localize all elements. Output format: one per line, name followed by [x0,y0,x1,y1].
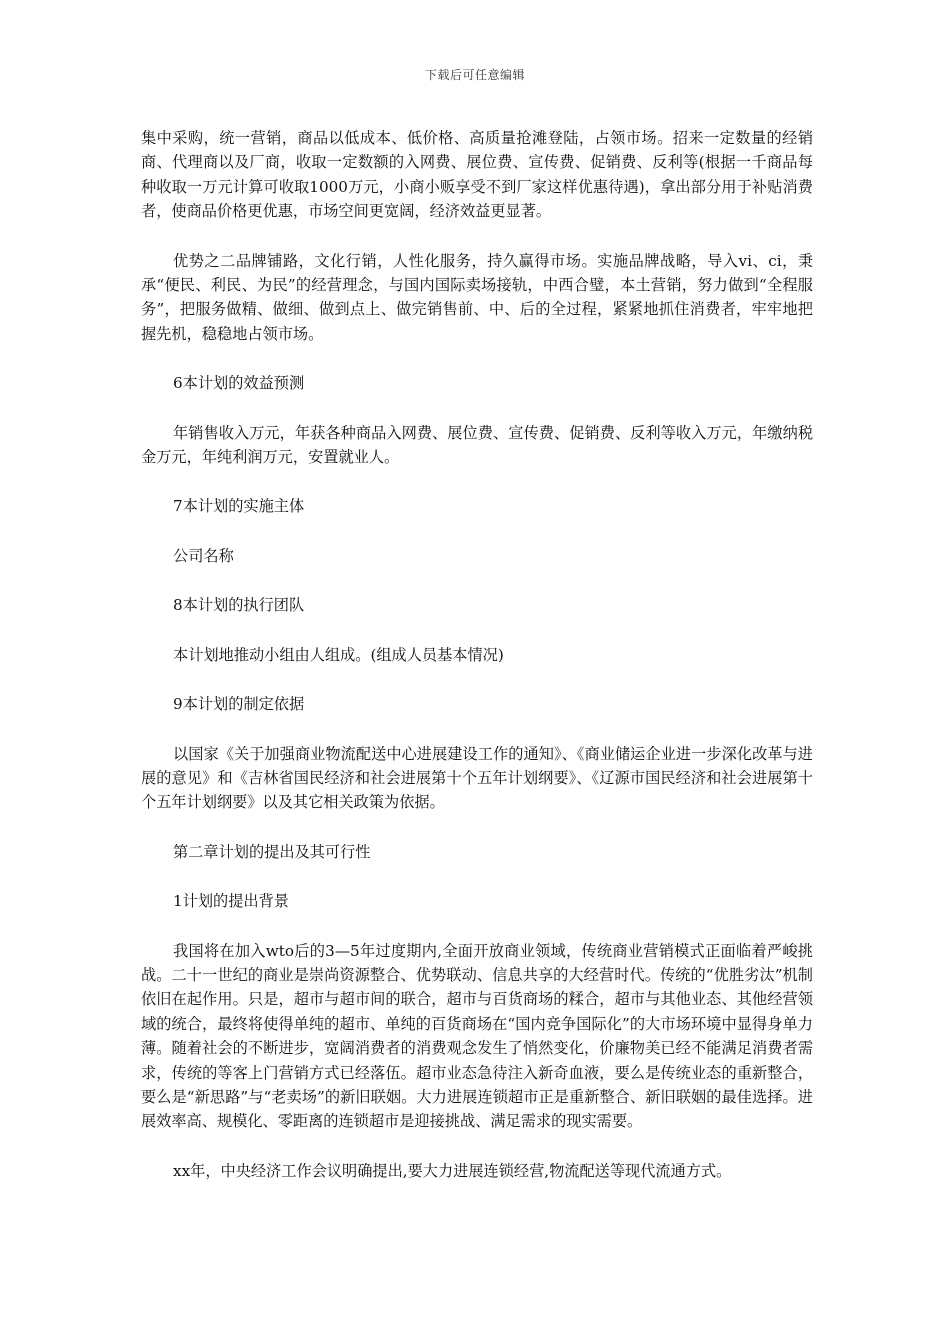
paragraph-team-composition: 本计划地推动小组由人组成。(组成人员基本情况) [173,645,504,664]
paragraph-policy-basis: 以国家《关于加强商业物流配送中心进展建设工作的通知》、《商业储运企业进一步深化改革与进展的意见》和《吉林省国民经济和社会进展第十个五年计划纲要》、《辽源市国民经济和社会进展第十个五年计划纲要》以及其它相关政策为依据。 [141,744,813,812]
section-heading-benefit-forecast: 6本计划的效益预测 [173,374,305,393]
paragraph-company-name: 公司名称 [173,546,234,565]
section-heading-basis: 9本计划的制定依据 [173,695,305,714]
section-heading-background: 1计划的提出背景 [173,892,289,911]
paragraph-revenue: 年销售收入万元，年获各种商品入网费、展位费、宣传费、促销费、反利等收入万元，年缴纳税金万元，年纯利润万元，安置就业人。 [141,423,813,467]
paragraph-background: 我国将在加入wto后的3—5年过度期内,全面开放商业领域，传统商业营销模式正面临着严峻挑战。二十一世纪的商业是崇尚资源整合、优势联动、信息共享的大经营时代。传统的“优胜劣汰”机制依旧在起作用。只是，超市与超市间的联合，超市与百货商场的糅合，超市与其他业态、其他经营领域的统合，最终将使得单纯的超市、单纯的百货商场在“国内竞争国际化”的大市场环境中显得身单力薄。随着社会的不断进步，宽阔消费者的消费观念发生了悄然变化，价廉物美已经不能满足消费者需求，传统的等客上门营销方式已经落伍。超市业态急待注入新奇血液，要么是传统业态的重新整合，要么是“新思路”与“老卖场”的新旧联姻。大力进展连锁超市正是重新整合、新旧联姻的最佳选择。进展效率高、规模化、零距离的连锁超市是迎接挑战、满足需求的现实需要。 [141,941,813,1131]
paragraph-brand-advantage: 优势之二品牌铺路，文化行销，人性化服务，持久赢得市场。实施品牌战略，导入vi、ci，秉承“便民、利民、为民”的经营理念，与国内国际卖场接轨，中西合璧，本土营销，努力做到“全程服务”，把服务做精、做细、做到点上、做完销售前、中、后的全过程，紧紧地抓住消费者，牢牢地把握先机，稳稳地占领市场。 [141,251,813,343]
section-heading-implementing-entity: 7本计划的实施主体 [173,497,305,516]
document-body [141,126,813,1208]
chapter-heading-two: 第二章计划的提出及其可行性 [173,842,371,861]
paragraph-procurement: 集中采购，统一营销，商品以低成本、低价格、高质量抢滩登陆，占领市场。招来一定数量的经销商、代理商以及厂商，收取一定数额的入网费、展位费、宣传费、促销费、反利等(根据一千商品每种收取一万元计算可收取1000万元，小商小贩享受不到厂家这样优惠待遇)，拿出部分用于补贴消费者，使商品价格更优惠，市场空间更宽阔，经济效益更显著。 [141,129,813,221]
page-header: 下载后可任意编辑 [424,68,525,82]
section-heading-execution-team: 8本计划的执行团队 [173,596,305,615]
paragraph-conference: xx年，中央经济工作会议明确提出,要大力进展连锁经营,物流配送等现代流通方式。 [173,1161,732,1180]
